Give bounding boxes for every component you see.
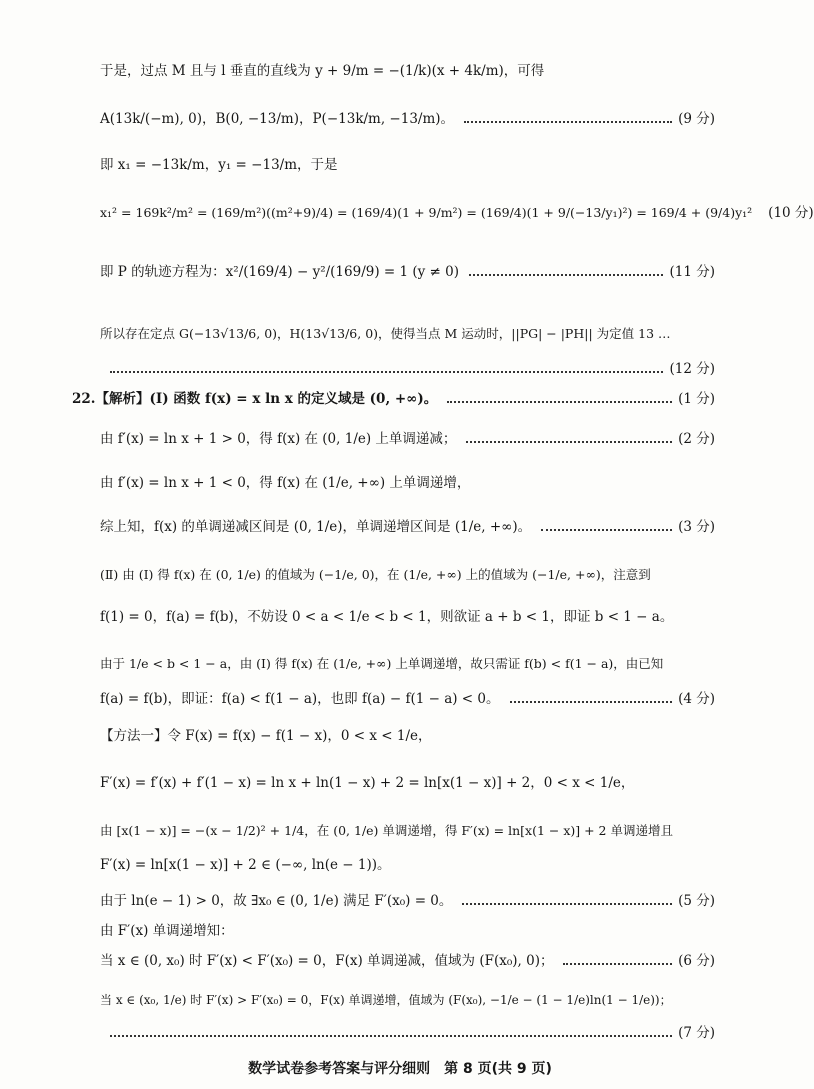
- solution-line: f(1) = 0，f(a) = f(b)，不妨设 0 < a < 1/e < b < 1，则欲证 a + b < 1，即证 b < 1 − a。: [100, 609, 674, 625]
- solution-line: 当 x ∈ (x₀, 1/e) 时 F′(x) > F′(x₀) = 0，F(x) 单调递增，值域为 (F(x₀), −1/e − (1 − 1/e)ln(1 − 1/e))；: [100, 993, 672, 1007]
- solution-line: F′(x) = f′(x) + f′(1 − x) = ln x + ln(1 − x) + 2 = ln[x(1 − x)] + 2，0 < x < 1/e，: [100, 775, 635, 791]
- solution-line: 【方法一】令 F(x) = f(x) − f(1 − x)，0 < x < 1/e，: [100, 728, 432, 744]
- score-label: (10 分): [768, 205, 814, 221]
- page-footer: 数学试卷参考答案与评分细则 第 8 页(共 9 页): [248, 1061, 552, 1077]
- solution-line: 由 F′(x) 单调递增知：: [100, 923, 234, 939]
- dot-leader: [464, 121, 672, 123]
- dot-leader: [466, 441, 672, 443]
- score-label: (11 分): [669, 264, 715, 280]
- score-label: (9 分): [678, 111, 715, 127]
- score-label: (7 分): [678, 1025, 715, 1041]
- score-label: (6 分): [678, 953, 715, 969]
- dot-leader: [541, 529, 672, 531]
- solution-line: 由于 1/e < b < 1 − a，由 (Ⅰ) 得 f(x) 在 (1/e, +∞) 上单调递增，故只需证 f(b) < f(1 − a)，由已知: [100, 656, 664, 671]
- solution-line: [100, 360, 715, 378]
- score-label: (12 分): [669, 361, 715, 377]
- score-label: (4 分): [678, 691, 715, 707]
- dot-leader: [447, 401, 672, 403]
- problem-22-header: 22.【解析】(Ⅰ) 函数 f(x) = x ln x 的定义域是 (0, +∞)。 (1 分): [72, 391, 715, 407]
- solution-line: 由于 ln(e − 1) > 0，故 ∃x₀ ∈ (0, 1/e) 满足 F′(x₀) = 0。 (5 分): [100, 893, 715, 909]
- solution-line: 综上知，f(x) 的单调递减区间是 (0, 1/e)，单调递增区间是 (1/e, +∞)。 (3 分): [100, 519, 715, 535]
- solution-line: 于是，过点 M 且与 l 垂直的直线为 y + 9/m = −(1/k)(x + 4k/m)，可得: [100, 63, 545, 79]
- solution-line: f(a) = f(b)，即证：f(a) < f(1 − a)，也即 f(a) − f(1 − a) < 0。 (4 分): [100, 691, 715, 707]
- dot-leader: [563, 963, 672, 965]
- solution-line: F′(x) = ln[x(1 − x)] + 2 ∈ (−∞, ln(e − 1))。: [100, 857, 391, 873]
- score-label: (1 分): [678, 391, 715, 407]
- solution-line: A(13k/(−m), 0)，B(0, −13/m)，P(−13k/m, −13/m)。 (9 分): [100, 111, 715, 127]
- solution-line: (Ⅱ) 由 (Ⅰ) 得 f(x) 在 (0, 1/e) 的值域为 (−1/e, 0)，在 (1/e, +∞) 上的值域为 (−1/e, +∞)，注意到: [100, 567, 651, 582]
- score-label: (2 分): [678, 431, 715, 447]
- solution-line: 当 x ∈ (0, x₀) 时 F′(x) < F′(x₀) = 0，F(x) 单调递减，值域为 (F(x₀), 0)； (6 分): [100, 953, 715, 969]
- solution-line: 即 P 的轨迹方程为：x²/(169/4) − y²/(169/9) = 1 (y ≠ 0) (11 分): [100, 264, 715, 280]
- dot-leader: [110, 1035, 672, 1037]
- dot-leader: [510, 701, 673, 703]
- solution-line: 由 [x(1 − x)] = −(x − 1/2)² + 1/4，在 (0, 1/e) 单调递增，得 F′(x) = ln[x(1 − x)] + 2 单调递增且: [100, 823, 673, 838]
- solution-line: 由 f′(x) = ln x + 1 < 0，得 f(x) 在 (1/e, +∞) 上单调递增，: [100, 475, 471, 491]
- dot-leader: [469, 274, 663, 276]
- score-label: (3 分): [678, 519, 715, 535]
- solution-line: 由 f′(x) = ln x + 1 > 0，得 f(x) 在 (0, 1/e) 上单调递减； (2 分): [100, 431, 715, 447]
- solution-line: [100, 1024, 715, 1042]
- solution-line: 即 x₁ = −13k/m，y₁ = −13/m，于是: [100, 157, 338, 173]
- solution-line: 所以存在定点 G(−13√13/6, 0)，H(13√13/6, 0)，使得当点 M 运动时，||PG| − |PH|| 为定值 13 …: [100, 326, 671, 341]
- dot-leader: [110, 371, 663, 373]
- solution-line: x₁² = 169k²/m² = (169/m²)((m²+9)/4) = (169/4)(1 + 9/m²) = (169/4)(1 + 9/(−13/y₁)²) = 169/4 + (9/4)y₁² (10 分): [100, 205, 814, 221]
- score-label: (5 分): [678, 893, 715, 909]
- dot-leader: [462, 903, 672, 905]
